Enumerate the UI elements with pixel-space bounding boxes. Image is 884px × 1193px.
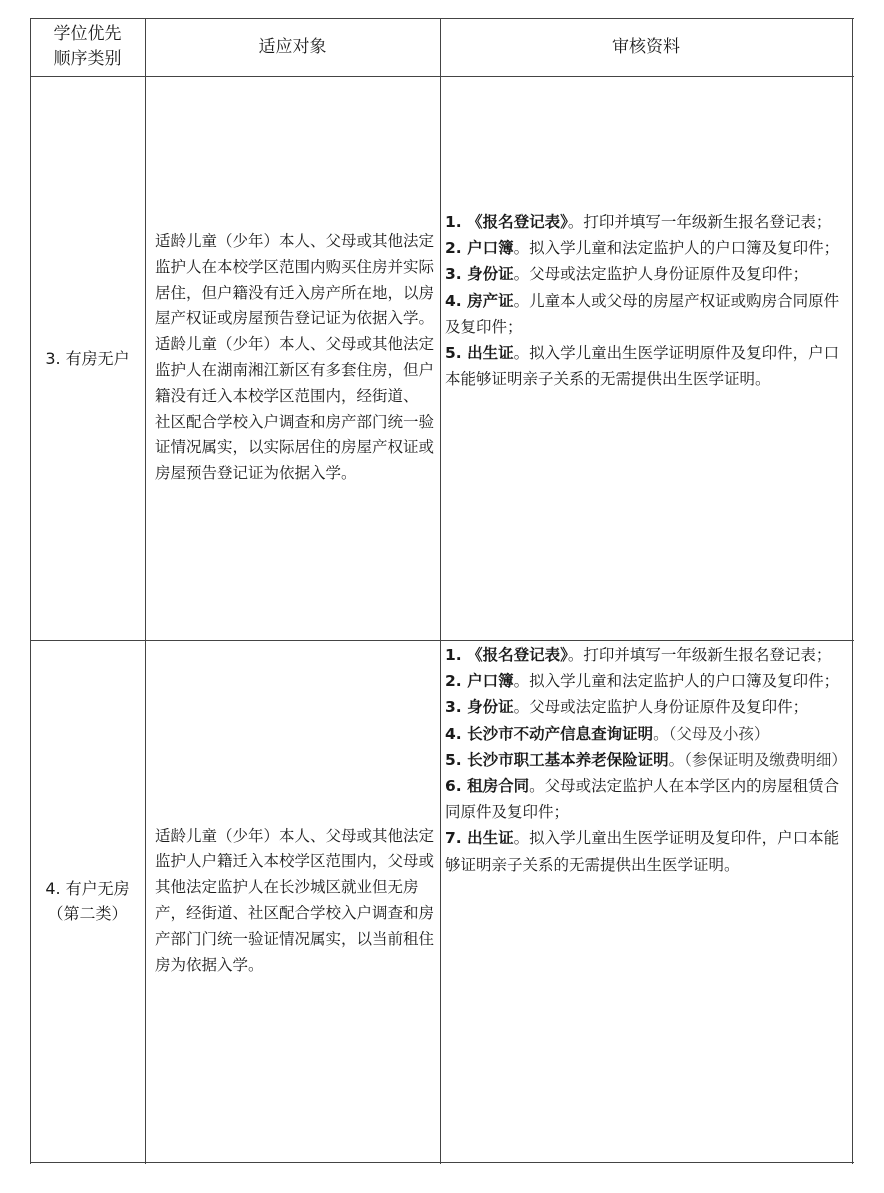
row4-document-item: 1. 《报名登记表》。打印并填写一年级新生报名登记表； [445, 646, 832, 664]
row4-document-item: 3. 身份证。父母或法定监护人身份证原件及复印件； [445, 698, 809, 717]
row3-document-list [445, 209, 848, 392]
row4-documents [440, 640, 852, 1162]
header-target [145, 18, 440, 76]
header-documents [440, 18, 852, 76]
row4-category-sublabel: （第二类） [47, 904, 128, 923]
row4-document-list [445, 642, 848, 878]
row3-document-item: 5. 出生证。拟入学儿童出生医学证明原件及复印件，户口本能够证明亲子关系的无需提供出生医学证明。 [445, 344, 840, 389]
row3-target [145, 76, 440, 640]
row3-document-item: 4. 房产证。儿童本人或父母的房屋产权证或购房合同原件及复印件； [445, 291, 840, 336]
row3-document-item: 3. 身份证。父母或法定监护人身份证原件及复印件； [445, 265, 809, 284]
row4-category [30, 640, 145, 1162]
table-border-bottom [30, 1162, 854, 1163]
row3-documents [440, 76, 852, 640]
row3-target-text: 适龄儿童（少年）本人、父母或其他法定监护人在本校学区范围内购买住房并实际居住，但户籍没有迁入房产所在地，以房屋产权证或房屋预告登记证为依据入学。适龄儿童（少年）本人、父母或其他法定监护人在湖南湘江新区有多套住房，但户籍没有迁入本校学区范围内，经街道、 社区配合学校入户调查和房产部门统一验证情况属实，以实际居住的房屋产权证或房屋预告登记证为依据入学。 [155, 232, 435, 483]
header-target-label: 适应对象 [258, 36, 327, 57]
row4-document-item: 7. 出生证。拟入学儿童出生医学证明及复印件，户口本能够证明亲子关系的无需提供出生医学证明。 [445, 829, 840, 874]
row3-document-item: 1. 《报名登记表》。打印并填写一年级新生报名登记表； [445, 213, 832, 231]
row4-target-text: 适龄儿童（少年）本人、父母或其他法定监护人户籍迁入本校学区范围内，父母或其他法定监护人在长沙城区就业但无房产，经街道、社区配合学校入户调查和房产部门门统一验证情况属实，以当前租住房为依据入学。 [155, 826, 435, 974]
table-border-right [852, 18, 853, 1164]
row4-document-item: 6. 租房合同。父母或法定监护人在本学区内的房屋租赁合同原件及复印件； [445, 777, 840, 822]
row3-category [30, 76, 145, 640]
row4-document-item: 5. 长沙市职工基本养老保险证明。（参保证明及缴费明细） [445, 750, 847, 769]
header-category-label: 学位优先顺序类别 [53, 24, 122, 69]
row3-document-item: 2. 户口簿。拟入学儿童和法定监护人的户口簿及复印件； [445, 239, 840, 258]
row4-document-item: 4. 长沙市不动产信息查询证明。（父母及小孩） [445, 724, 770, 743]
header-documents-label: 审核资料 [612, 36, 680, 57]
row4-target [145, 640, 440, 1162]
header-category [30, 18, 145, 76]
admission-table [30, 18, 854, 1164]
row4-category-label: 4. 有户无房 [45, 879, 130, 898]
row3-category-label: 3. 有房无户 [45, 348, 130, 368]
row4-document-item: 2. 户口簿。拟入学儿童和法定监护人的户口簿及复印件； [445, 672, 840, 691]
